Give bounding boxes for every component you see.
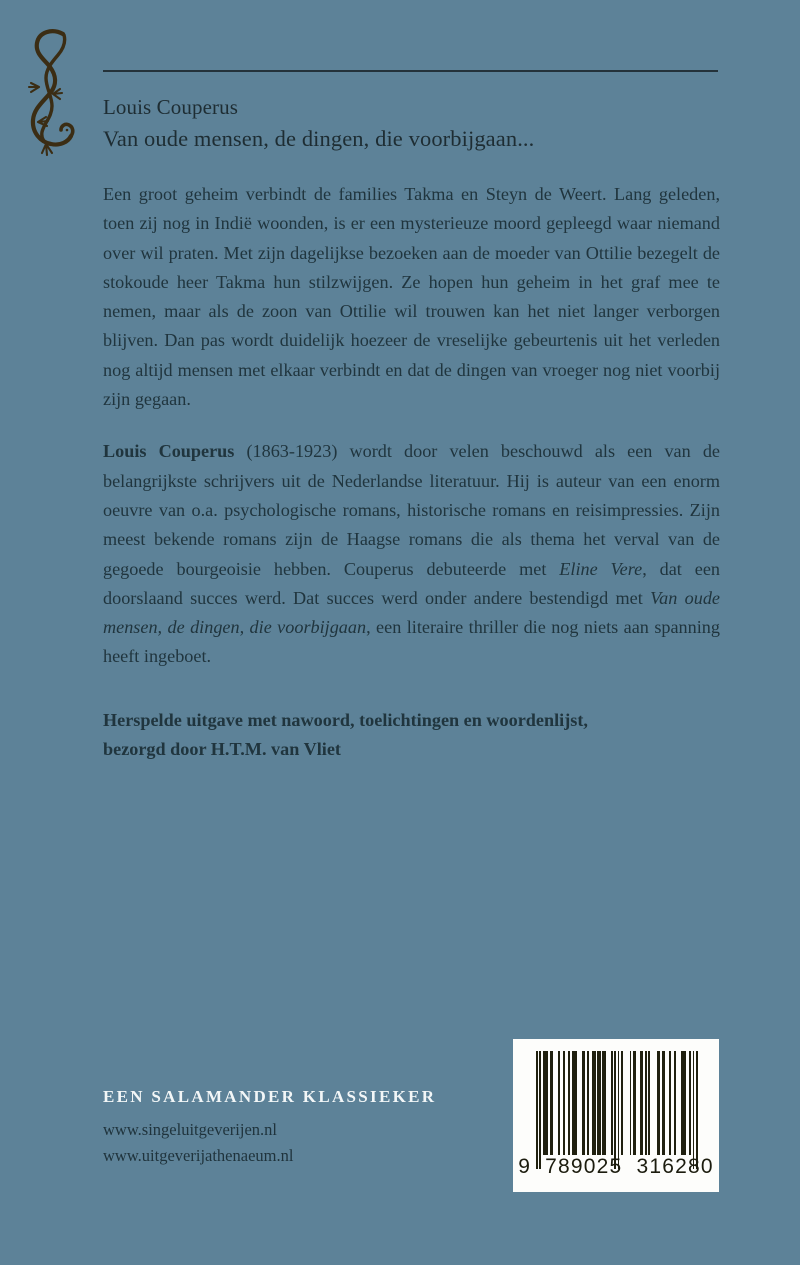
- biography-paragraph: [103, 437, 720, 671]
- bio-text-part2: , dat een doorslaand succes werd. Dat succes werd onder andere bestendigd met: [103, 558, 720, 608]
- barcode-bars: [536, 1051, 698, 1155]
- publisher-footer: [103, 1085, 503, 1169]
- bio-text-part1: (1863-1923) wordt door velen beschouwd als een van de belangrijkste schrijvers uit de Nederlandse literatuur. Hij is auteur van een enorm oeuvre van o.a. psychologische romans, historische romans en reisimpressies. Zijn meest bekende romans zijn de Haagse romans die als thema het verval van de gegoede bourgeoisie hebben. Couperus debuteerde met: [103, 441, 720, 579]
- barcode-panel: [513, 1039, 719, 1192]
- publisher-website-secondary: www.uitgeverijathenaeum.nl: [103, 1146, 294, 1165]
- edition-note-line1: Herspelde uitgave met nawoord, toelichtingen en woordenlijst,: [103, 709, 588, 730]
- bio-title-eline-vere: Eline Vere: [559, 558, 643, 579]
- edition-note-line2: bezorgd door H.T.M. van Vliet: [103, 739, 341, 760]
- author-name: Louis Couperus: [103, 95, 238, 119]
- title-block: [103, 92, 743, 155]
- barcode-digits: 9 789025 316280: [518, 1155, 714, 1178]
- edition-note: [103, 706, 720, 765]
- imprint-label: EEN SALAMANDER KLASSIEKER: [103, 1087, 437, 1106]
- book-title: Van oude mensen, de dingen, die voorbijgaan...: [103, 126, 535, 151]
- salamander-icon: [22, 22, 82, 162]
- bio-title-van-oude-mensen: Van oude mensen, de dingen, die voorbijgaan: [103, 587, 720, 638]
- publisher-website-primary: www.singeluitgeverijen.nl: [103, 1120, 277, 1139]
- bio-text-part3: , een literaire thriller die nog niets aan spanning heeft ingeboet.: [103, 617, 720, 667]
- synopsis-paragraph: Een groot geheim verbindt de families Takma en Steyn de Weert. Lang geleden, toen zij nog in Indië woonden, is er een mysterieuze moord gepleegd waar niemand over wil praten. Met zijn dagelijkse bezoeken aan de moeder van Ottilie bezegelt de stokoude heer Takma hun stilzwijgen. Ze hopen hun geheim in het graf mee te nemen, maar als de zoon van Ottilie wil trouwen kan het niet langer verborgen blijven. Dan pas wordt duidelijk hoezeer de vreselijke gebeurtenis uit het verleden nog altijd mensen met elkaar verbindt en dat de dingen van vroeger nog niet voorbij zijn gegaan.: [103, 184, 720, 410]
- bio-author-name: Louis Couperus: [103, 441, 235, 462]
- header-divider: [103, 70, 718, 72]
- blurb-text: [103, 180, 720, 764]
